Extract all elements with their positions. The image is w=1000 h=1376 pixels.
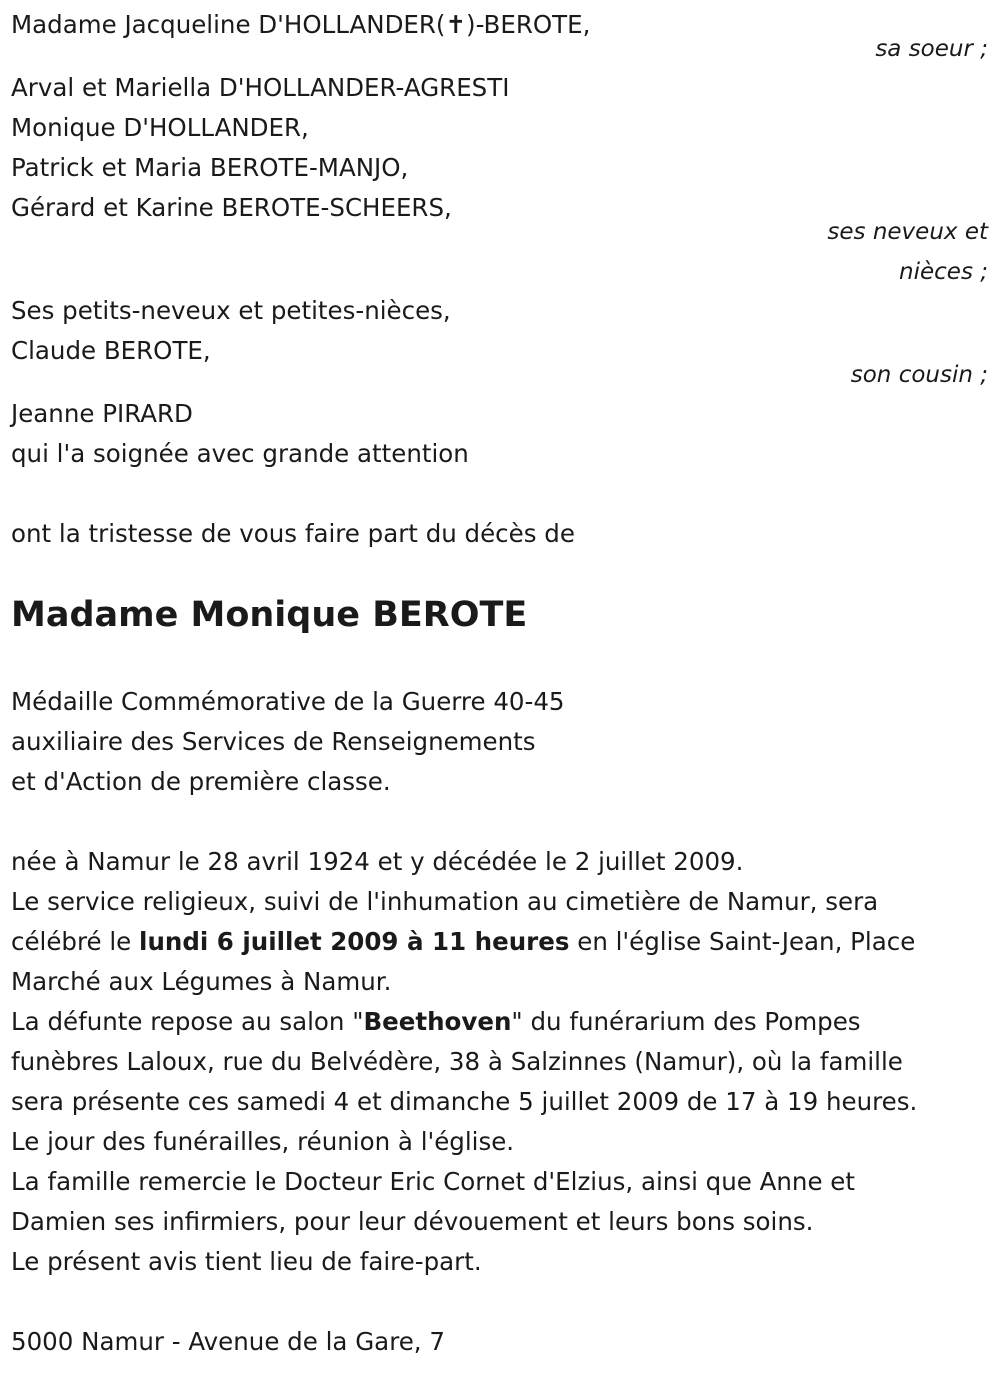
service-line-3: Marché aux Légumes à Namur. xyxy=(11,967,392,996)
honor-line-2: auxiliaire des Services de Renseignements xyxy=(11,727,536,756)
service-pre: célébré le xyxy=(11,927,140,956)
role-neveux-a: ses neveux et xyxy=(827,219,988,245)
family-line-2: Monique D'HOLLANDER, xyxy=(11,113,309,142)
role-soeur: sa soeur ; xyxy=(875,36,988,62)
thanks-line-1: La famille remercie le Docteur Eric Cornet d'Elzius, ainsi que Anne et xyxy=(11,1167,855,1196)
role-neveux-b: nièces ; xyxy=(899,259,988,285)
address-line: 5000 Namur - Avenue de la Gare, 7 xyxy=(11,1327,445,1356)
line-jeanne: Jeanne PIRARD xyxy=(11,399,193,428)
line-claude: Claude BEROTE, xyxy=(11,336,211,365)
salon-line-2: funèbres Laloux, rue du Belvédère, 38 à Salzinnes (Namur), où la famille xyxy=(11,1047,903,1076)
reunion-line: Le jour des funérailles, réunion à l'église. xyxy=(11,1127,515,1156)
family-line-1: Arval et Mariella D'HOLLANDER-AGRESTI xyxy=(11,73,510,102)
thanks-line-2: Damien ses infirmiers, pour leur dévouement et leurs bons soins. xyxy=(11,1207,814,1236)
role-cousin: son cousin ; xyxy=(850,362,988,388)
line-jeanne-note: qui l'a soignée avec grande attention xyxy=(11,439,469,468)
family-line-4: Gérard et Karine BEROTE-SCHEERS, xyxy=(11,193,452,222)
salon-name: Beethoven xyxy=(363,1007,512,1036)
birth-line: née à Namur le 28 avril 1924 et y décédée le 2 juillet 2009. xyxy=(11,847,744,876)
service-line-2 xyxy=(11,927,915,957)
salon-pre: La défunte repose au salon " xyxy=(11,1007,364,1036)
honor-line-3: et d'Action de première classe. xyxy=(11,767,391,796)
line-petits: Ses petits-neveux et petites-nièces, xyxy=(11,296,451,325)
deceased-name: Madame Monique BEROTE xyxy=(11,595,528,635)
salon-line-1 xyxy=(11,1007,861,1037)
line-announce: ont la tristesse de vous faire part du décès de xyxy=(11,519,575,548)
service-date: lundi 6 juillet 2009 à 11 heures xyxy=(139,927,570,956)
salon-post: " du funérarium des Pompes xyxy=(511,1007,861,1036)
line-jacqueline: Madame Jacqueline D'HOLLANDER(✝)-BEROTE, xyxy=(11,10,591,39)
service-post: en l'église Saint-Jean, Place xyxy=(569,927,916,956)
honor-line-1: Médaille Commémorative de la Guerre 40-45 xyxy=(11,687,565,716)
salon-line-3: sera présente ces samedi 4 et dimanche 5 juillet 2009 de 17 à 19 heures. xyxy=(11,1087,918,1116)
notice-line: Le présent avis tient lieu de faire-part. xyxy=(11,1247,482,1276)
family-line-3: Patrick et Maria BEROTE-MANJO, xyxy=(11,153,409,182)
service-line-1: Le service religieux, suivi de l'inhumation au cimetière de Namur, sera xyxy=(11,887,879,916)
